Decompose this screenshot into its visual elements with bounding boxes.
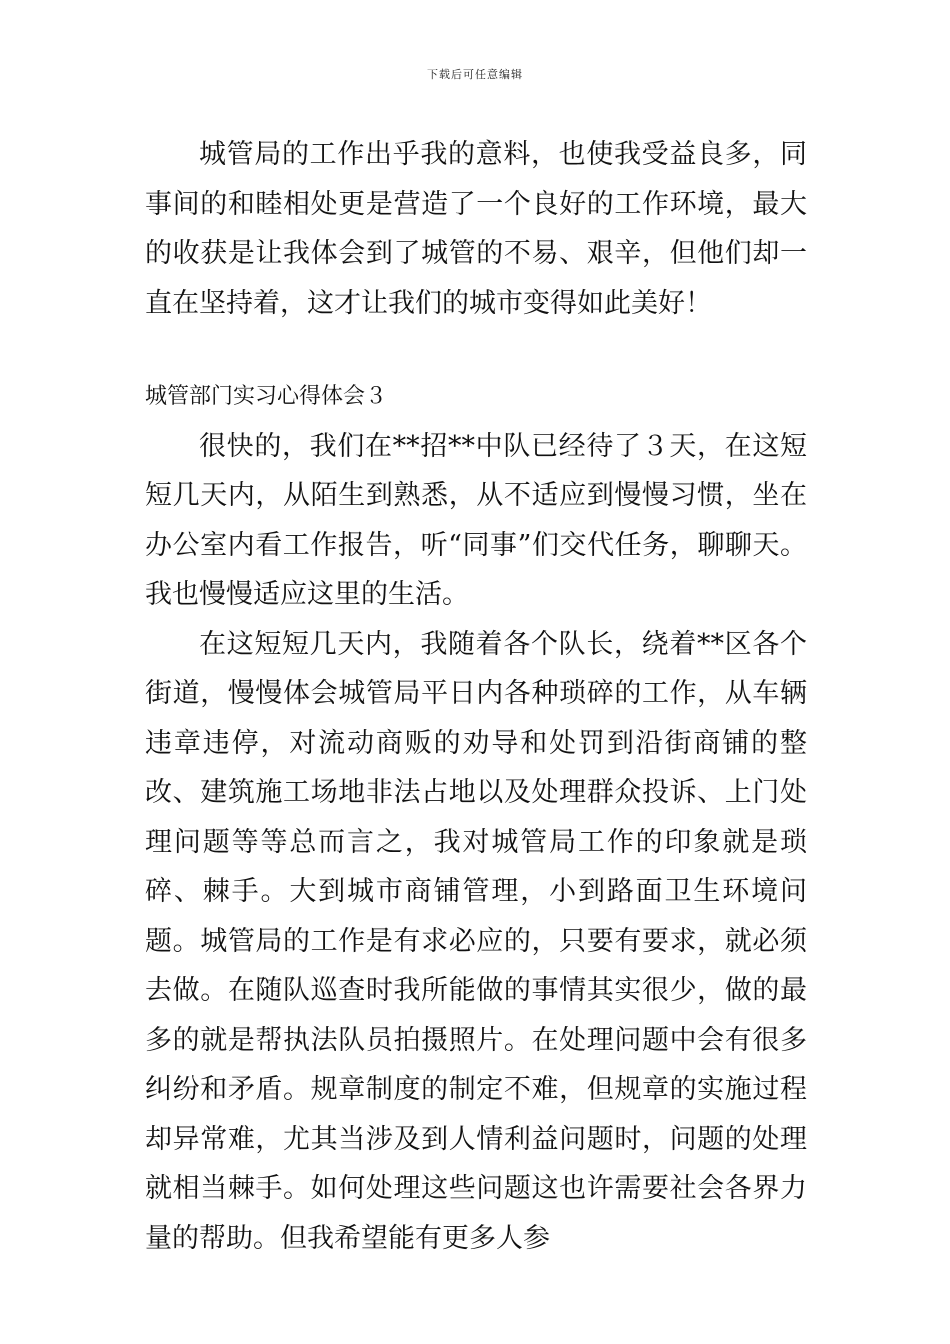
- document-body: [145, 130, 807, 1263]
- section-title: 城管部门实习心得体会３: [145, 384, 388, 409]
- page-header: 下载后可任意编辑: [427, 68, 523, 81]
- paragraph-2: 很快的，我们在**招**中队已经待了３天，在这短短几天内，从陌生到熟悉，从不适应到慢慢习惯，坐在办公室内看工作报告，听“同事”们交代任务，聊聊天。我也慢慢适应这里的生活。: [145, 430, 807, 610]
- paragraph-1: 城管局的工作出乎我的意料，也使我受益良多，同事间的和睦相处更是营造了一个良好的工作环境，最大的收获是让我体会到了城管的不易、艰辛，但他们却一直在坚持着，这才让我们的城市变得如此美好！: [145, 139, 807, 319]
- paragraph-3: 在这短短几天内，我随着各个队长，绕着**区各个街道，慢慢体会城管局平日内各种琐碎的工作，从车辆违章违停，对流动商贩的劝导和处罚到沿街商铺的整改、建筑施工场地非法占地以及处理群众投诉、上门处理问题等等总而言之，我对城管局工作的印象就是琐碎、棘手。大到城市商铺管理，小到路面卫生环境问题。城管局的工作是有求必应的，只要有要求，就必须去做。在随队巡查时我所能做的事情其实很少，做的最多的就是帮执法队员拍摄照片。在处理问题中会有很多纠纷和矛盾。规章制度的制定不难，但规章的实施过程却异常难，尤其当涉及到人情利益问题时，问题的处理就相当棘手。如何处理这些问题这也许需要社会各界力量的帮助。但我希望能有更多人参: [145, 628, 807, 1254]
